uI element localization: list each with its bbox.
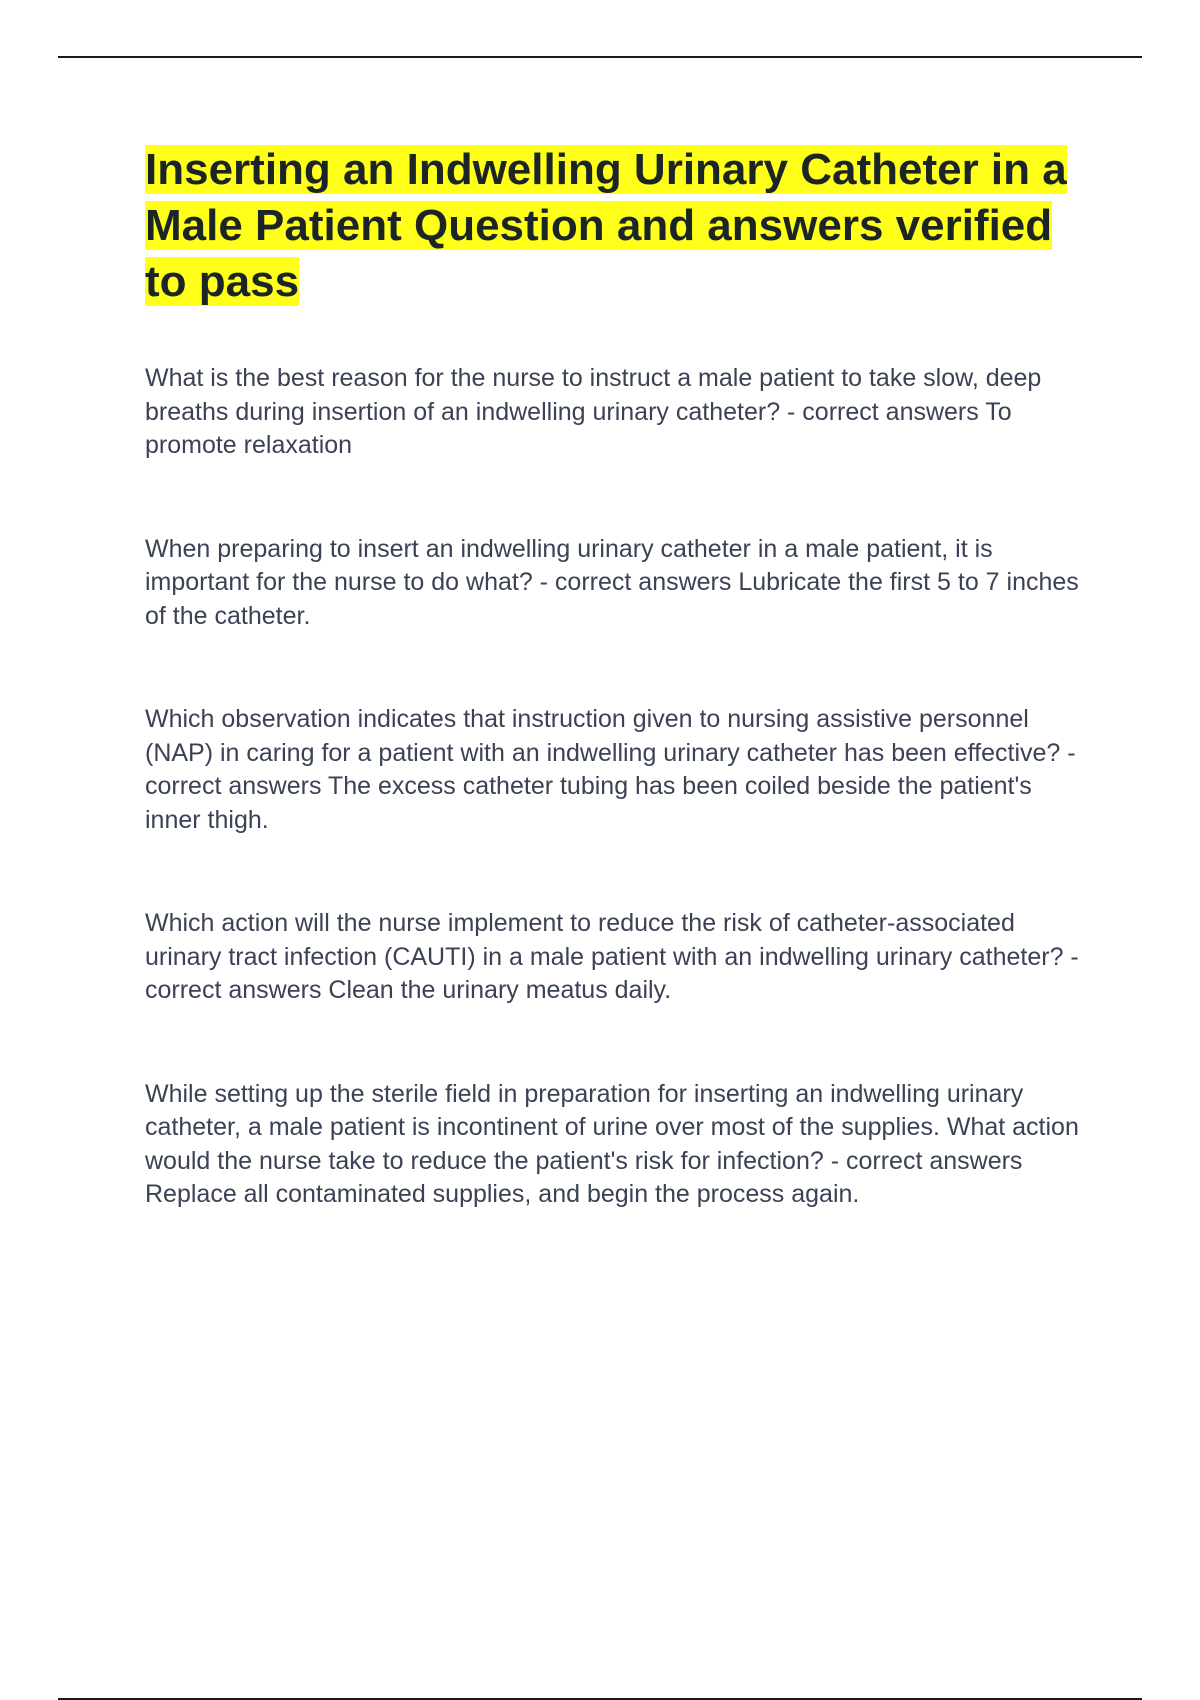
document-body (145, 142, 1090, 1282)
title-highlight: Inserting an Indwelling Urinary Catheter in a Male Patient Question and answers verified to pass (145, 145, 1067, 306)
qa-item: Which action will the nurse implement to reduce the risk of catheter-associated urinary tract infection (CAUTI) in a male patient with an indwelling urinary catheter? - correct answers Clean the urinary meatus daily. (145, 909, 1079, 1004)
qa-item: When preparing to insert an indwelling urinary catheter in a male patient, it is important for the nurse to do what? - correct answers Lubricate the first 5 to 7 inches of the catheter. (145, 534, 1079, 630)
qa-item: Which observation indicates that instruction given to nursing assistive personnel (NAP) in caring for a patient with an indwelling urinary catheter has been effective? - correct answers The excess catheter tubing has been coiled beside the patient's inner thigh. (145, 705, 1076, 834)
qa-item: What is the best reason for the nurse to instruct a male patient to take slow, deep breaths during insertion of an indwelling urinary catheter? - correct answers To promote relaxation (145, 364, 1042, 459)
header-rule (58, 56, 1142, 58)
document-title (145, 142, 1090, 310)
qa-list (145, 362, 1090, 1212)
qa-item: While setting up the sterile field in preparation for inserting an indwelling urinary catheter, a male patient is incontinent of urine over most of the supplies. What action would the nurse take to reduce the patient's risk for infection? - correct answers Replace all contaminated supplies, and begin the process again. (145, 1079, 1079, 1208)
